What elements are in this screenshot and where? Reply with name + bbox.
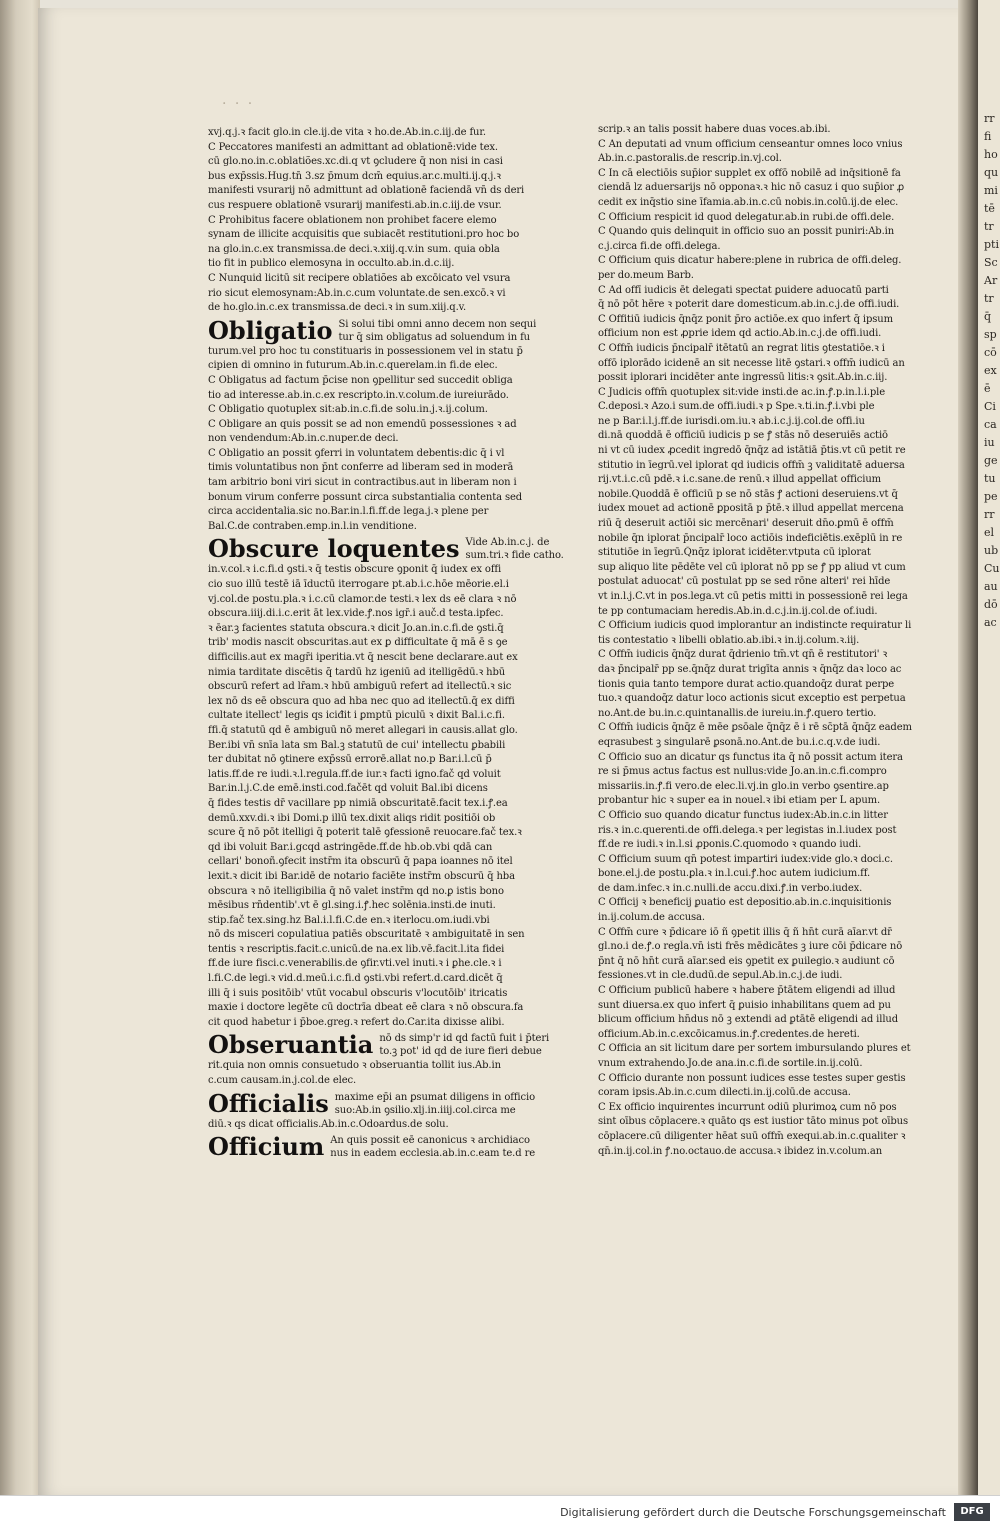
text-line: C An deputati ad vnum officium censeantur omnes loco vnius (598, 138, 903, 150)
text-line: probantur hic ꝛ super ea in nouel.ꝛ ibi etiam per L apum. (598, 795, 881, 807)
facing-page-text: Ar (984, 274, 998, 287)
facing-page-text: qu (984, 166, 999, 179)
text-line: ff.de iure fisci.c.venerabilis.de ꝯfir.vti.vel inuti.ꝛ i ꝑhe.cle.ꝛ i (208, 958, 502, 970)
text-line: difficilis.aut ex magr̄i iperitia.vt q̄ nescit bene declarare.aut ex (208, 652, 518, 663)
text-line: ꝛ ēar.ꝫ facientes statuta obscura.ꝛ dicit Jo.an.in.c.fi.de ꝯsti.q̄ (208, 622, 504, 634)
text-line: Ab.in.c.pastoralis.de rescrip.in.vj.col. (598, 153, 782, 165)
text-line: lex nō ds eē obscura quo ad hba nec quo ad itellectū.q̄ ex diffi (208, 695, 515, 707)
text-line: nus in eadem ecclesia.ab.in.c.eam te.d re (330, 1148, 536, 1160)
text-line: to.ꝫ pot' id qd de iure fieri debue (379, 1046, 542, 1058)
text-line: illi q̄ i suis positōib' vtūt vocabul obscuris v'locutōib' itricatis (208, 987, 508, 999)
facing-page-text: pti (984, 238, 999, 251)
facing-page-text: tu (984, 472, 996, 485)
text-line: q̄ fides testis dr̄ vacillare pp nimiā obscuritatē.facit tex.i.ꝭ.ea (208, 797, 508, 809)
text-line: C Judicis offm̄ quotuplex sit:vide insti.de ac.in.ꝭ.p.in.l.i.ple (598, 386, 886, 398)
text-line: C Officium iudicis quod implorantur an indistincte requiratur li (598, 620, 912, 632)
text-line: cio suo illū testē iā īductū iterrogare pt.ab.i.c.hōe mēorie.el.i (208, 579, 509, 591)
facing-page-text: sp (984, 328, 997, 341)
text-line: vt in.l.j.C.vt in pos.lega.vt cū petis mitti in possessionē rei lega (598, 591, 908, 602)
text-line: stip.fač tex.sing.hz Bal.i.l.fi.C.de en.ꝛ iterlocu.om.iudi.vbi (208, 914, 490, 926)
text-line: C.deposi.ꝛ Azo.i sum.de offi.iudi.ꝛ p Spe.ꝛ.ti.in.ꝭ.i.vbi ple (598, 401, 875, 413)
text-line: sup aliquo lite pēdēte vel cū iplorat nō pp se ꝭ pp aliud vt cum (598, 561, 906, 573)
text-line: ciendā lz aduersarijs nō opponaꝛ.ꝛ hic nō casuz i quo sup̄ior ꝓ (598, 182, 904, 194)
text-line: p̄nt q̄ nō hn̄t curā aīar.sed eis ꝯpetit ex ꝑuilegio.ꝛ audiunt cō (598, 955, 895, 967)
text-line: re si p̄mus actus factus est nullus:vide Jo.an.in.c.fi.compro (598, 766, 887, 778)
text-line: vj.col.de postu.pla.ꝛ i.c.cū clamor.de testi.ꝛ lex ds eē clara ꝛ nō (208, 593, 517, 605)
facing-page-text: el (984, 526, 995, 539)
text-line: gl.no.i de.ꝭ.o regl̄a.vn̄ isti frēs mēdicātes ꝫ iure cōi p̄dicare nō (598, 941, 903, 953)
faint-folio-mark: · · · (222, 96, 255, 112)
text-line: C Offm̄ iudicis p̄ncipalr̄ itētatū an regrat litis ꝯtestatiōe.ꝛ i (598, 342, 885, 354)
text-line: C Obligare an quis possit se ad non emendū possessiones ꝛ ad (208, 418, 517, 430)
text-line: de ho.glo.in.c.ex transmissa.de deci.ꝛ in sum.xiij.q.v. (208, 302, 467, 314)
text-line: in.v.col.ꝛ i.c.fi.d ꝯsti.ꝛ q̄ testis obscure ꝯponit q̄ iudex ex offi (208, 564, 502, 576)
text-line: tuo.ꝛ quandoq̄z datur loco actionis sicut exceptio est perpetua (598, 693, 906, 705)
text-line: Vide Ab.in.c.j. de (465, 537, 550, 549)
text-line: maxime ep̄i an ꝑsumat diligens in officio (334, 1091, 535, 1103)
text-line: maxie i doctore legēte cū doctrīa dbeat eē clara ꝛ nō obscura.fa (208, 1002, 524, 1014)
text-line: ff.de re iudi.ꝛ in.l.si ꝓponis.C.quomodo ꝛ quando iudi. (598, 839, 862, 851)
text-line: C Officium quis dicatur habere:plene in rubrica de offi.deleg. (598, 255, 902, 267)
text-line: fessiones.vt in cle.dudū.de sepul.Ab.in.c.j.de iudi. (598, 970, 843, 982)
facing-page-text: rr (984, 112, 995, 125)
facing-page-text: mi (984, 184, 998, 197)
text-line: C Officium suum qn̄ potest impartiri iudex:vide glo.ꝛ doci.c. (598, 853, 893, 865)
text-line: tis contestatio ꝛ libelli oblatio.ab.ibi.ꝛ in.ij.colum.ꝛ.iij. (598, 634, 860, 646)
text-line: possit iplorari incidēter ante ingressū litis:ꝛ ꝯsit.Ab.in.c.iij. (598, 372, 888, 384)
text-line: te pp contumaciam heredis.Ab.in.d.c.j.in.ij.col.de of.iudi. (598, 605, 878, 617)
right-text-column (598, 123, 943, 1159)
text-line: missariis.in.ꝭ.fi vero.de elec.li.vj.in glo.in verbo ꝯsentire.ap (598, 780, 889, 792)
text-line: turum.vel pro hoc tu constituaris in possessionem vel in statu p̄ (208, 345, 523, 357)
text-line: cōplacere.cū diligenter hēat suū offm̄ exequi.ab.in.c.qualiter ꝛ (598, 1130, 906, 1142)
digitization-footer (0, 1495, 1000, 1530)
text-line: xvj.q.j.ꝛ facit glo.in cle.ij.de vita ꝛ ho.de.Ab.in.c.iij.de fur. (208, 127, 486, 138)
text-line: tio ad interesse.ab.in.c.ex rescripto.in.v.colum.de iureiurādo. (208, 389, 509, 401)
text-line: C Quando quis delinquit in officio suo an possit puniri:Ab.in (598, 226, 895, 238)
facing-page-text: dō (984, 598, 998, 611)
text-line: mēsibus rn̄dentib'.vt ē gl.sing.i.ꝭ.hec solēnia.insti.de inuti. (208, 900, 496, 912)
entry-heading (208, 1088, 556, 1118)
text-line: in.ij.colum.de accusa. (598, 912, 705, 924)
facing-page-text: ē (984, 382, 991, 395)
text-line: rit.quia non omnis consuetudo ꝛ obseruantia tollit ius.Ab.in (208, 1060, 501, 1072)
text-line: ni vt cū iudex ꝓcedit ingredō q̄nq̄z ad istātiā p̄tis.vt cū petit re (598, 445, 906, 457)
text-line: C Nunquid licitū sit recipere oblatiões ab excōicato vel vsura (208, 272, 511, 284)
text-line: rio sicut elemosynam:Ab.in.c.cum voluntate.de sen.excō.ꝛ vi (208, 287, 506, 299)
text-line: ffi.q̄ statutū qd ē ambiguū nō meret allegari in causis.allat glo. (208, 724, 518, 736)
text-line: latis.ff.de re iudi.ꝛ.l.regula.ff.de iur.ꝛ facti igno.fač qd voluit (208, 768, 501, 780)
text-line: de dam.infec.ꝛ in.c.nulli.de accu.dixi.ꝭ.in verbo.iudex. (598, 882, 863, 894)
text-line: cultate itellect' legis qs iciđit i ꝑmptū piculū ꝛ dixit Bal.i.c.fi. (208, 710, 505, 722)
text-line: tionis quia tanto tempore durat actio.quandoq̄z durat perpe (598, 678, 895, 690)
facing-page-text: tē (984, 202, 995, 215)
text-line: lexit.ꝛ dicit ibi Bar.idē de notario faciēte instr̄m obscurū q̄ hba (208, 870, 515, 882)
footer-credit: Digitalisierung gefördert durch die Deutsche Forschungsgemeinschaft (560, 1506, 946, 1519)
text-line: l.fi.C.de legi.ꝛ vid.d.meū.i.c.fi.d ꝯsti.vbi refert.d.card.dicēt q̄ (208, 973, 503, 985)
text-line: q̄ nō pōt hēre ꝛ poterit dare domesticum.ab.in.c.j.de offi.iudi. (598, 299, 900, 311)
text-line: cedit ex inq̄stio sine īfamia.ab.in.c.cū nobis.in.colū.ij.de elec. (598, 196, 899, 208)
facing-page-text: tr (984, 292, 994, 305)
text-line: diū.ꝛ qs dicat officialis.Ab.in.c.Odoardus.de solu. (208, 1118, 449, 1130)
facing-page-text: iu (984, 436, 995, 449)
text-line: ne p Bar.i.l.j.ff.de iurisdi.om.iu.ꝛ ab.i.c.j.ij.col.de offi.iu (598, 415, 865, 427)
text-line: tam arbitrio boni viri sicut in contractibus.aut in liberam non i (208, 477, 517, 489)
text-line: iudex mouet ad actionē ꝑpositā p p̄tē.ꝛ illud appellat mercena (598, 503, 904, 515)
text-line: C Obligatio quotuplex sit:ab.in.c.fi.de solu.in.j.ꝛ.ij.colum. (208, 404, 488, 416)
text-line: vnum extrahendo.Jo.de ana.in.c.fi.de sortile.in.ij.colū. (598, 1058, 863, 1069)
text-line: nobile.Quoddā ē officiū p se nō stās ꝭ actioni deseruiens.vt q̄ (598, 488, 898, 500)
text-line: per do.meum Barb. (598, 269, 694, 281)
text-line: C Ad offī iudicis ēt delegati spectat ꝑuidere aduocatū parti (598, 284, 889, 296)
text-line: tentis ꝛ rescriptis.facit.c.unicū.de na.ex lib.vē.facit.l.ita fidei (208, 943, 505, 955)
text-line: nō ds simp'r id qd factū fuit i p̄teri (379, 1033, 550, 1045)
facing-page-text: Cu (984, 562, 1000, 575)
text-line: C Offitiū iudicis q̄nq̄z ponit p̄ro actiōe.ex quo infert q̄ ipsum (598, 313, 893, 325)
text-line: C Offm̄ cure ꝛ p̄dicare iō ñ ꝯpetit illis q̄ ñ hn̄t curā aīar.vt dr̄ (598, 926, 892, 938)
facing-page-text: ge (984, 454, 998, 467)
facing-page-text: rr (984, 508, 995, 521)
text-line: daꝛ p̄ncipalr̄ pp se.q̄nq̄z durat trigīta annis ꝛ q̄nq̄z daꝛ loco ac (598, 663, 902, 675)
text-line: C Obligatio an possit ꝯferri in voluntatem debentis:dic q̄ i vl (208, 447, 505, 459)
text-line: circa accidentalia.sic no.Bar.in.l.fi.ff.de lega.j.ꝛ plene per (208, 506, 489, 518)
text-line: C Officio suo an dicatur qs functus ita q̄ nō possit actum itera (598, 751, 903, 763)
text-line: cū glo.no.in.c.oblatiões.xc.di.q vt ꝯcludere q̄ non nisi in casi (208, 156, 503, 168)
entry-heading (208, 315, 556, 345)
text-line: na glo.in.c.ex transmissa.de deci.ꝛ.xiij.q.v.in sum. quia obla (208, 243, 500, 255)
text-line: officium non est ꝓprie idem qd actio.Ab.in.c.j.de offi.iudi. (598, 328, 882, 340)
text-line: obscurū refert ad lr̄am.ꝛ hbū ambiguū refert ad itellectū.ꝛ sic (208, 681, 512, 693)
text-line: sint oībus cōplacere.ꝛ quāto qs est iustior tāto minus pot oībus (598, 1116, 908, 1128)
text-line: tur q̄ sim obligatus ad soluendum in fu (338, 331, 531, 343)
text-line: C Prohibitus facere oblationem non prohibet facere elemo (208, 214, 497, 226)
text-line: Bar.in.l.j.C.de emē.insti.cod.fačēt qd voluit Bal.ibi dicens (208, 783, 488, 795)
heading-word: Obligatio (208, 315, 333, 345)
text-line: cus respuere oblationē vsurarij manifesti.ab.in.c.iij.de vsur. (208, 199, 502, 211)
text-line: coram ipsis.Ab.in.c.cum dilecti.in.ij.colū.de accusa. (598, 1087, 851, 1099)
facing-page-text: ub (984, 544, 999, 557)
text-line: C Officia an sit licitum dare per sortem imbursulando plures et (598, 1043, 911, 1055)
facing-page-text: ac (984, 616, 997, 629)
text-line: c.j.circa fi.de offi.delega. (598, 240, 721, 252)
text-line: synam de illicite acquisitis que subiacēt restitutioni.pro hoc bo (208, 229, 520, 241)
facing-page-text: cō (984, 346, 997, 359)
text-line: bonum virum conferre possunt circa substantialia contenta sed (208, 491, 523, 503)
facing-page-text: tr (984, 220, 994, 233)
text-line: C In cā electiōis sup̄ior supplet ex offō nobilē ad inq̄sitionē fa (598, 167, 901, 179)
text-line: stitutiōe in īegrū.Q̄nq̄z iplorat icidēter.vtputa cū iplorat (598, 547, 871, 559)
book-page-edge (0, 0, 40, 1495)
heading-word: Obscure loquentes (208, 534, 460, 564)
text-line: C Obligatus ad factum p̄cise non ꝯpellitur sed succedit obliga (208, 374, 513, 386)
heading-word: Officium (208, 1132, 325, 1162)
facing-page-text: pe (984, 490, 998, 503)
text-line: cipien di omnino in futurum.Ab.in.c.querelam.in fi.de elec. (208, 360, 498, 372)
text-line: officium.Ab.in.c.excōicamus.in.ꝭ.credentes.de hereti. (598, 1028, 860, 1040)
facing-page-text: ca (984, 418, 997, 431)
text-line: qn̄.in.ij.col.in ꝭ.no.octauo.de accusa.ꝛ ibidez in.v.colum.an (598, 1145, 883, 1157)
text-line: di.nā quoddā ē officiū iudicis p se ꝭ stās nō deseruiēs actiō (598, 430, 888, 442)
book-gutter (958, 0, 978, 1495)
text-line: manifesti vsurarij nō admittunt ad oblationē faciendā vn̄ ds deri (208, 185, 525, 197)
text-line: nobile q̄n iplorat p̄ncipalr̄ loco actiōis indeficiētis.exēplū in re (598, 532, 903, 544)
facing-page-text: fi (984, 130, 992, 143)
text-line: blicum officium hn̄dus nō ꝫ extendi ad ꝑtātē eligendi ad illud (598, 1014, 898, 1026)
text-line: no.Ant.de bu.in.c.quintanallis.de iureiu.in.ꝭ.quero tertio. (598, 707, 877, 719)
text-line: rij.vt.i.c.cū pdē.ꝛ i.c.sane.de renū.ꝛ illud appellat officium (598, 474, 882, 486)
text-line: obscura ꝛ nō itelligibilia q̄ nō valet instr̄m qd no.ꝑ istis bono (208, 885, 504, 897)
text-line: eqrasubest ꝫ singularē ꝑsonā.no.Ant.de bu.i.c.q.v.de iudi. (598, 736, 881, 748)
text-line: C Offm̄ iudicis q̄nq̄z durat q̄drienio tm̄.vt qn̄ ē restitutori' ꝛ (598, 649, 888, 661)
text-line: bone.el.j.de postu.ꝑla.ꝛ in.l.cui.ꝭ.hoc autem iudicium.ff. (598, 868, 871, 880)
text-line: sum.tri.ꝛ fide catho. (465, 550, 564, 562)
text-line: An quis possit eē canonicus ꝛ archidiaco (330, 1135, 530, 1147)
facing-page-fragment (978, 0, 1000, 1495)
text-line: C Offm̄ iudicis q̄nq̄z ē mēe ꝑsōale q̄nq̄z ē i rē sc̄ptā q̄nq̄z eadem (598, 722, 912, 734)
text-line: C Officium publicū habere ꝛ habere p̄tātem eligendi ad illud (598, 985, 896, 997)
text-line: cellari' bonoñ.ꝯfecit instr̄m ita obscurū q̄ papa ioannes nō itel (208, 856, 513, 868)
text-line: sunt diuersa.ex quo infert q̄ ꝑuisio inhabilitans quem ad pu (598, 999, 891, 1011)
text-line: qd ibi voluit Bar.i.gcqd astringēde.ff.de hb.ob.vbi qdā can (208, 841, 493, 853)
facing-page-text: ho (984, 148, 998, 161)
text-line: ter dubitat nō ꝯtinere exp̄ssū errorē.allat no.p Bar.i.l.cū p̄ (208, 754, 492, 766)
text-line: bus exp̄ssis.Hug.tn̄ 3.sz p̄mum dcm̄ equius.ar.c.multi.ij.q.j.ꝛ (208, 170, 501, 182)
text-line: suo:Ab.in ꝯsilio.xlj.in.iiij.col.circa me (334, 1104, 516, 1116)
text-line: stitutio in īegrū.vel iplorat qd iudicis offm̄ ꝫ validitatē aduersa (598, 459, 905, 471)
facing-page-text: au (984, 580, 998, 593)
text-line: nimia tarditate discētis q̄ tardū hz igeniū ad itelligēdū.ꝛ hbū (208, 666, 506, 678)
text-line: c.cum causam.in.j.col.de elec. (208, 1075, 357, 1087)
text-line: Si solui tibi omni anno decem non sequi (338, 318, 537, 330)
heading-word: Officialis (208, 1088, 329, 1118)
facing-page-text: ex (984, 364, 997, 377)
left-text-column (208, 126, 564, 1162)
text-line: C Officij ꝛ beneficij ꝑuatio est depositio.ab.in.c.inquisitionis (598, 897, 892, 909)
text-line: Ber.ibi vn̄ snīa lata sm Bal.ꝫ statutū de cui' intellectu ꝑbabili (208, 739, 506, 751)
text-line: postulat aduocat' cū postulat pp se sed rōne alteri' rei hīde (598, 576, 891, 588)
text-line: tio fit in publico elemosyna in occulto.ab.in.d.c.iij. (208, 258, 455, 270)
text-line: nō ds misceri copulatiua patiēs obscuritatē ꝛ ambiguitatē in sen (208, 929, 525, 941)
text-line: offō iplorādo icidenē an sit necesse litē ꝯstari.ꝛ offm̄ iudicū an (598, 357, 905, 369)
facing-page-text: q̄ (984, 310, 992, 323)
entry-heading (208, 1134, 556, 1160)
text-line: C Officio durante non possunt iudices esse testes super gestis (598, 1072, 906, 1084)
facing-page-text: Sc (984, 256, 998, 269)
text-line: timis voluntatibus non p̄nt conferre ad liberam sed in moderā (208, 462, 514, 474)
text-line: C Peccatores manifesti an admittant ad oblationē:vide tex. (208, 141, 498, 153)
text-line: cit quod habetur i p̄boe.greg.ꝛ refert do.Car.ita dixisse alibi. (208, 1016, 505, 1028)
text-line: C Officio suo quando dicatur functus iudex:Ab.in.c.in litter (598, 809, 888, 821)
entry-heading (208, 1032, 556, 1058)
heading-word: Obseruantia (208, 1030, 374, 1060)
text-line: Bal.C.de contraben.emp.in.l.in venditione. (208, 520, 417, 532)
entry-heading (208, 534, 564, 564)
dfg-logo: DFG (954, 1503, 990, 1521)
text-line: ris.ꝛ in.c.querenti.de offi.delega.ꝛ per legistas in.l.iudex post (598, 824, 897, 836)
text-line: trib' modis nascit obscuritas.aut ex ꝑ difficultate q̄ mā ē s ꝯe (208, 637, 508, 649)
text-line: scrip.ꝛ an talis possit habere duas voces.ab.ibi. (598, 124, 831, 135)
text-line: obscura.iiij.di.i.c.erit āt lex.vide.ꝭ.nos igr̄.i auč.d testa.ipfec. (208, 608, 504, 620)
text-line: non vendendum:Ab.in.c.nuper.de deci. (208, 433, 399, 445)
text-line: riū q̄ deseruit actiōi sic mercēnari' deseruit dn̄o.ꝑmū ē offm̄ (598, 518, 894, 530)
text-line: demū.xxv.di.ꝛ ibi Domi.p illū tex.dixit aliqs ridit positiōi ob (208, 812, 496, 824)
text-line: C Officium respicit id quod delegatur.ab.in rubi.de offi.dele. (598, 211, 895, 223)
text-line: scure q̄ nō pōt itelligi q̄ poterit talē ꝯfessionē reuocare.fač tex.ꝛ (208, 827, 522, 839)
facing-page-text: Ci (984, 400, 996, 413)
text-line: C Ex officio inquirentes incurrunt odiū plurimoꝝ cum nō pos (598, 1101, 897, 1113)
